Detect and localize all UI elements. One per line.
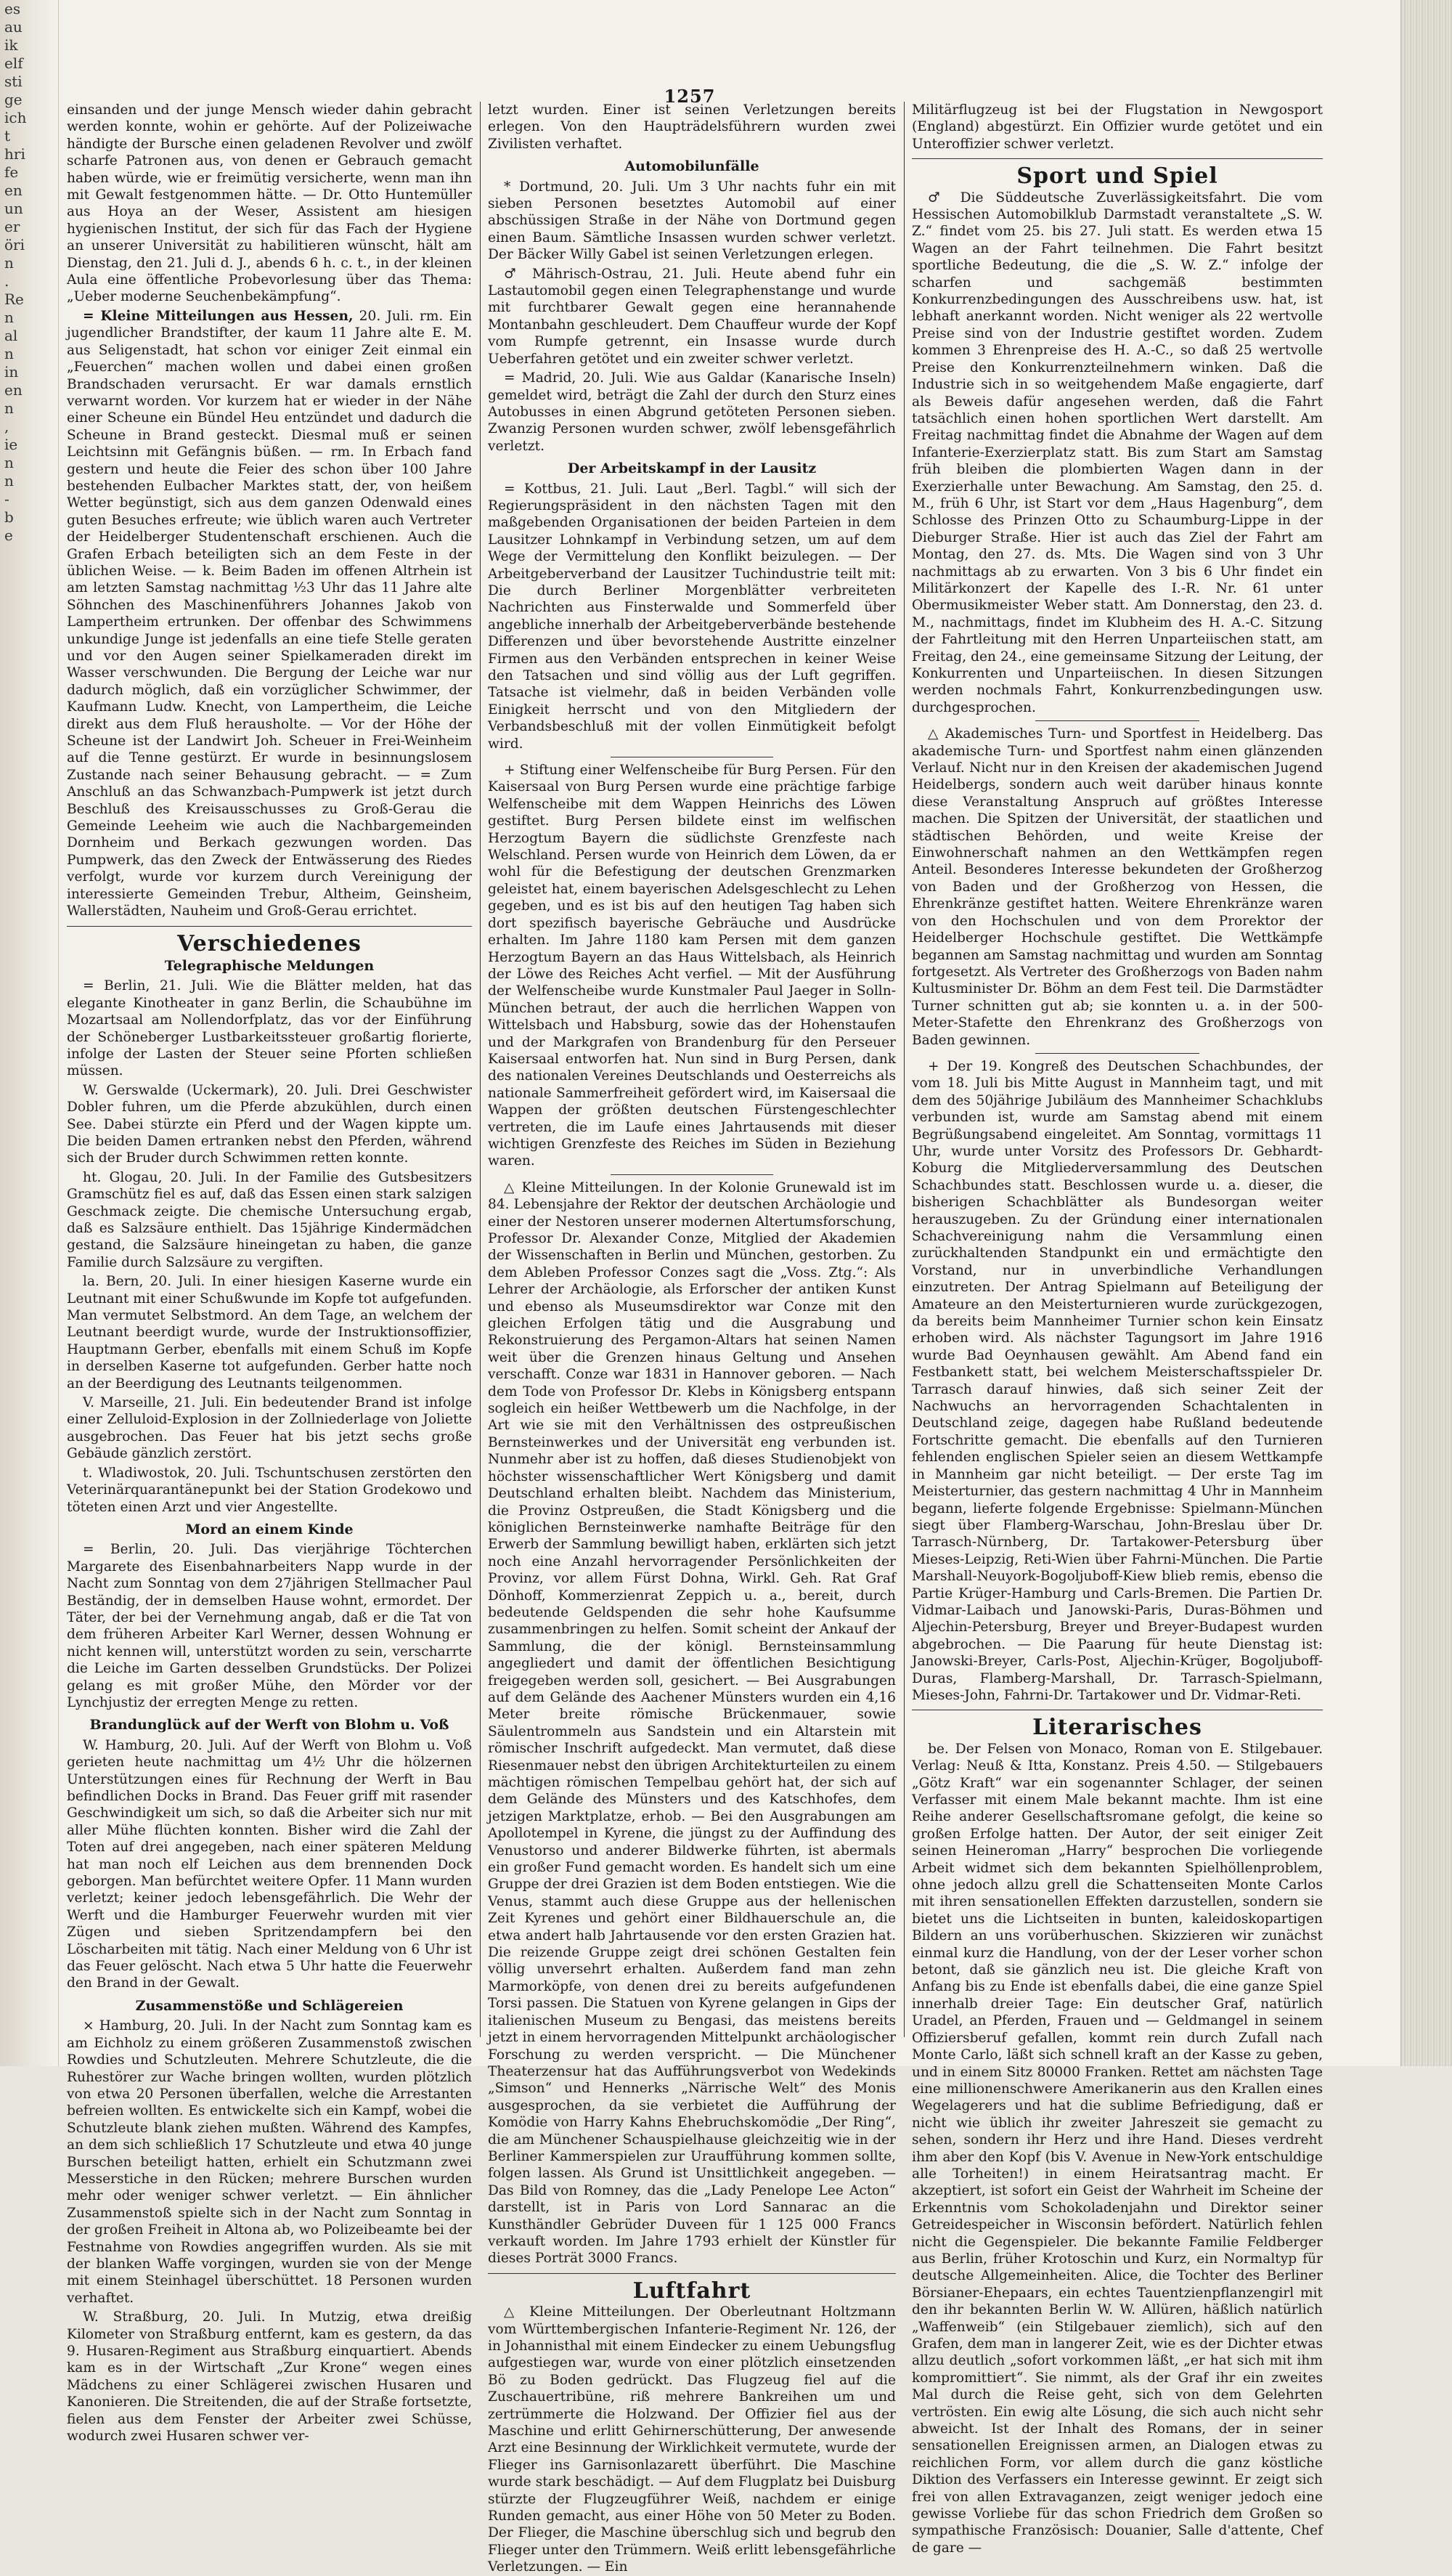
section-divider [488, 2273, 896, 2274]
article-paragraph [67, 308, 472, 920]
article-paragraph: W. Gerswalde (Uckermark), 20. Juli. Drei Geschwister Dobler fuhren, um die Pferde abzukühlen, durch einen See. Dabei stürzte ein Pferd und der Wagen kippte um. Die beiden Damen ertranken nebst den Pferden, während sich der Bruder durch Schwimmen retten konnte. [67, 1082, 472, 1166]
sub-heading: Telegraphische Meldungen [164, 957, 375, 974]
article-paragraph: letzt wurden. Einer ist seinen Verletzungen bereits erlegen. Von den Haupträdelsführern wurden zwei Zivilisten verhaftet. [488, 102, 896, 152]
section-heading: Literarisches [1032, 1715, 1202, 1741]
section-divider [67, 926, 472, 927]
section-heading: Luftfahrt [632, 2278, 751, 2304]
section-heading: Sport und Spiel [1016, 163, 1218, 190]
article-paragraph: △ Kleine Mitteilungen. In der Kolonie Grunewald ist im 84. Lebensjahre der Rektor der deutschen Archäologie und einer der Nestoren unserer modernen Altertumsforschung, Professor Dr. Alexander Conze, Mitglied der Akademien der Wissenschaften in Berlin und München, gestorben. Zu dem Ableben Professor Conzes sagt die „Voss. Ztg.“: Als Lehrer der Archäologie, als Erforscher der antiken Kunst und ebenso als Museumsdirektor war Conze mit den gleichen Erfolgen tätig und die Ausgrabung und Rekonstruierung des Pergamon-Altars hat seinen Namen weit über die Grenzen hinaus Geltung und Ansehen verschafft. Conze war 1831 in Hannover geboren. — Nach dem Tode von Professor Dr. Klebs in Königsberg entspann sogleich ein heißer Wettbewerb um die Nachfolge, in der Art wie sie mit den Verhältnissen des ostpreußischen Bernsteinwerkes und der Universität eng verbunden ist. Nunmehr aber ist zu hoffen, daß dieses Studienobjekt von höchster wissenschaftlicher Wert Königsberg und damit Deutschland erhalten bleibt. Nachdem das Ministerium, die Provinz Ostpreußen, die Stadt Königsberg und die königlichen Bernsteinwerke namhafte Beiträge für den Erwerb der Sammlung bewilligt haben, erklärten sich jetzt noch eine Anzahl hervorragender Persönlichkeiten der Provinz, vor allem Fürst Dohna, Wirkl. Geh. Rat Graf Dönhoff, Kommerzienrat Zeppich u. a., bereit, durch bedeutende Geldspenden die sehr hohe Kaufsumme zusammenbringen zu helfen. Somit scheint der Ankauf der Sammlung, die der königl. Bernsteinsammlung angegliedert und damit der öffentlichen Besichtigung freigegeben werden soll, gesichert. — Bei Ausgrabungen auf dem Gelände des Aachener Münsters wurden ein 4,16 Meter breite römische Brückenmauer, sowie Säulentrommeln aus Sandstein und ein Altarstein mit römischer Inschrift aufgedeckt. Man vermutet, daß diese Riesenmauer nebst den übrigen Architekturteilen zu einem mächtigen römischen Tempelbau gehört hat, der sich auf dem Gelände des Münsters und des Katschhofes, dem jetzigen Marktplatze, erhob. — Bei den Ausgrabungen am Apollotempel in Kyrene, die jüngst zu der Auffindung des Venustorso und anderer Bildwerke führten, ist abermals ein großer Fund gemacht worden. Es handelt sich um eine Gruppe der drei Grazien ist dem Boden entstiegen. Wie die Venus, stammt auch diese Gruppe aus der hellenischen Zeit Kyrenes und gehört einer Bildhauerschule an, die etwa andert halb Jahrtausende vor den ersten Grazien hat. Die reizende Gruppe zeigt drei schönen Gestalten fein völlig unversehrt erhalten. Außerdem fand man zehn Marmorköpfe, von denen drei zu bereits aufgefundenen Torsi passen. Die Statuen von Kyrene gelangen in Gips der italienischen Museum zu Bengasi, das meistens bereits jetzt in einem hervorragenden Mittelpunkt archäologischer Forschung zu werden verspricht. — Die Münchener Theaterzensur hat das Aufführungsverbot von Wedekinds „Simson“ und Hennerks „Närrische Welt“ des Monis ausgesprochen, da sie verbietet die Aufführung der Komödie von Harry Kahns Ehebruchskomödie „Der Ring“, die am Münchener Schauspielhause gleichzeitig wie in der Berliner Kammerspielen zur Uraufführung kommen sollte, folgen lassen. Als Grund ist Unsittlichkeit angegeben. — Das Bild von Romney, das die „Lady Penelope Lee Acton“ darstellt, ist in Paris von Lord Sannarac an die Kunsthändler Gebrüder Duveen für 1 125 000 Francs verkauft worden. Im Jahre 1793 erhielt der Künstler für dieses Porträt 3000 Francs. [488, 1179, 896, 2267]
article-paragraph: W. Straßburg, 20. Juli. In Mutzig, etwa dreißig Kilometer von Straßburg entfernt, kam es gestern, da das 9. Husaren-Regiment aus Straßburg einquartiert. Abends kam es in der Wirtschaft „Zur Krone“ wegen eines Mädchens zu einer Schlägerei zwischen Husaren und Kanonieren. Die Streitenden, die auf der Straße fortsetzte, fielen aus dem Fenster der Arbeiter zwei Schüsse, wodurch zwei Husaren schwer ver- [67, 2309, 472, 2445]
article-paragraph: t. Wladiwostok, 20. Juli. Tschuntschusen zerstörten den Veterinärquarantänepunkt bei der Station Grodekowo und töteten einen Arzt und vier Angestellte. [67, 1465, 472, 1515]
article-paragraph: ⨯ Hamburg, 20. Juli. In der Nacht zum Sonntag kam es am Eichholz zu einem größeren Zusammenstoß zwischen Rowdies und Schutzleuten. Mehrere Schutzleute, die die Ruhestörer zur Wache bringen wollten, wurden plötzlich von etwa 20 Personen überfallen, welche die Arrestanten befreien wollten. Es entwickelte sich ein Kampf, wobei die Schutzleute blank ziehen mußten. Während des Kampfes, an dem sich schließlich 17 Schutzleute und etwa 40 junge Burschen beteiligt hatten, erhielt ein Schutzmann zwei Messerstiche in den Rücken; mehrere Burschen wurden mehr oder weniger schwer verletzt. — Ein ähnlicher Zusammenstoß spielte sich in der Nacht zum Sonntag in der großen Freiheit in Altona ab, wo Polizeibeamte bei der Festnahme von Rowdies angegriffen wurden. Als sie mit der blanken Waffe vorgingen, wurden sie von der Menge mit einem Steinhagel überschüttet. 18 Personen wurden verhaftet. [67, 2018, 472, 2306]
article-paragraph: * Dortmund, 20. Juli. Um 3 Uhr nachts fuhr ein mit sieben Personen besetztes Automobil auf einer abschüssigen Straße in der Nähe von Dortmund gegen einen Baum. Sämtliche Insassen wurden schwer verletzt. Der Bäcker Willy Gabel ist seinen Verletzungen erlegen. [488, 179, 896, 263]
article-paragraph: be. Der Felsen von Monaco, Roman von E. Stilgebauer. Verlag: Neuß & Itta, Konstanz. Preis 4.50. — Stilgebauers „Götz Kraft“ war ein sogenannter Schlager, der seinen Verfasser mit einem Male bekannt machte. Ihm ist eine Reihe anderer Gesellschaftsromane gefolgt, die keine so großen Erfolge hatten. Der Autor, der seit einiger Zeit seinen Heineroman „Harry“ besprochen Die vorliegende Arbeit widmet sich dem bekannten Spielhöllenproblem, ohne jedoch allzu grell die Schattenseiten Monte Carlos mit ihren sensationellen Effekten darzustellen, sondern sie bietet uns die Lichtseiten in bunten, kaleidoskopartigen Bildern an uns vorüberhuschen. Skizzieren wir zunächst einmal kurz die Handlung, von der der Leser vorher schon betont, daß sie gänzlich neu ist. Die gleiche Kraft von Anfang bis zu Ende ist ebenfalls dabei, die eine ganze Spiel innerhalb dreier Tage: Ein deutscher Graf, natürlich Uradel, an Pferden, Frauen und — Geldmangel in seinem Offiziersberuf gefallen, kommt rein durch Zufall nach Monte Carlo, läßt sich schnell kraft an der Kasse zu geben, und in einem Sitz 80000 Franken. Rettet am nächsten Tage eine millionenschwere Amerikanerin aus den Krallen eines Wegelagerers und hat die sublime Befriedigung, daß er nicht wie üblich ihr zweiter Jahreszeit sie gemacht zu sehen, sondern ihr Herz und ihre Hand. Dieses verdreht ihm aber den Kopf (bis V. Avenue in New-York entschuldige alle Torheiten!) in einem Heiratsantrag macht. Er akzeptiert, ist sofort ein Geist der Wahrheit im Scheine der Erkenntnis vom Schokoladenjahn und Direktor seiner Getreidespeicher in Wisconsin befördert. Natürlich fehlen nicht die Gegenspieler. Die bekannte Familie Feldberger aus Berlin, früher Krotoschin und Kurz, ein Normaltyp für deutsche Allgemeinheiten. Alice, die Tochter des Berliner Börsianer-Ehepaars, ein echtes Tauentzienpflanzengirl mit den ihr bekannten Berlin W. W. Allüren, häßlich natürlich „Waffenweib“ (ein Stilgebauer ziemlich), sich auf den Grafen, dem man in langerer Zeit, wie es der Dichter etwas allzu deutlich „sofort vorkommen läßt, „er hat sich mit ihm kompromittiert“. Sie nimmt, als der Graf ihr ein zweites Mal durch die Reise geht, sich von dem Gelehrten vertrösten. Ein ewig alte Lösung, die sich auch nicht sehr abweicht. Ist der Inhalt des Romans, der in seiner sensationellen Ereignissen armen, an Dialogen etwas zu reichlichen Form, vor allem durch die ganz köstliche Diktion des Verfassers ein Interesse gewinnt. Er zeigt sich frei von allen Extravaganzen, zeigt weniger jedoch eine gewisse Vorliebe für das schon Friedrich dem Großen so sympathische Französisch: Douanier, Salle d'attente, Chef de gare — [912, 1741, 1323, 2556]
article-paragraph: = Berlin, 21. Juli. Wie die Blätter melden, hat das elegante Kinotheater in ganz Berlin, die Schaubühne im Mozartsaal am Nollendorfplatz, das vor der Einführung der Schöneberger Lustbarkeitssteuer großartig florierte, infolge der Lasten der Steuer seine Pforten schließen müssen. [67, 978, 472, 1079]
article-text: 20. Juli. rm. Ein jugendlicher Brandstifter, der kaum 11 Jahre alte E. M. aus Seligenstadt, hat schon vor einiger Zeit einmal ein „Feuerchen“ machen wollen und dabei einen großen Brandschaden verursacht. Er war damals ernstlich verwarnt worden. Vor kurzem hat er wieder in der Nähe einer Scheune ein Bündel Heu entzündet und dadurch die Scheune in Brand gesteckt. Diesmal muß er seinen Leichtsinn mit Gefängnis büßen. — rm. In Erbach fand gestern und heute die Feier des schon über 100 Jahre bestehenden Eulbacher Marktes statt, der, von heißem Wetter begünstigt, sich aus dem ganzen Odenwald eines guten Besuches erfreute; wie üblich waren auch Vertreter der Heidelberger Studentenschaft erschienen. Auch die Grafen Erbach beteiligten sich an dem Feste in der üblichen Weise. — k. Beim Baden im offenen Altrhein ist am letzten Samstag nachmittag ½3 Uhr das 11 Jahre alte Söhnchen des Maschinenführers Johannes Jakob von Lampertheim ertrunken. Der offenbar des Schwimmens unkundige Junge ist jedenfalls an eine tiefe Stelle geraten und vor den Augen seiner Spielkameraden direkt im Wasser verschwunden. Die Bergung der Leiche war nur dadurch möglich, daß ein vorzüglicher Schwimmer, der Kaufmann Ludw. Knecht, von Lampertheim, die Leiche direkt aus dem Fluß herausholte. — Vor der Höhe der Scheune ist der Landwirt Joh. Scheuer in Frei-Weinheim auf die Tenne gestürzt. Er wurde in besinnungslosem Zustande nach seiner Behausung gebracht. — = Zum Anschluß an das Schwanzbach-Pumpwerk ist jetzt durch Beschluß des Kreisausschusses zu Groß-Gerau die Gemeinde Leeheim wie auch die Nachbargemeinden Dornheim und Berkach gezwungen worden. Das Pumpwerk, das den Zweck der Entwässerung des Riedes verfolgt, wurde vor kurzem durch Vereinigung der interessierte Gemeinden Trebur, Altheim, Geinsheim, Wallerstädten, Nauheim und Groß-Gerau errichtet. [67, 308, 473, 919]
divider [1035, 1053, 1199, 1054]
left-margin-strip [0, 0, 59, 2066]
article-paragraph: W. Hamburg, 20. Juli. Auf der Werft von Blohm u. Voß gerieten heute nachmittag um 4½ Uhr die hölzernen Unterstützungen eines für Rechnung der Werft in Bau befindlichen Docks in Brand. Das Feuer griff mit rasender Geschwindigkeit um sich, so daß die Arbeiter sich nur mit aller Mühe flüchten konnten. Bisher wird die Zahl der Toten auf drei angegeben, nach einer späteren Meldung hat man noch elf Leichen aus dem brennenden Dock geborgen. Man befürchtet weitere Opfer. 11 Mann wurden verletzt; keiner jedoch lebensgefährlich. Die Wehr der Werft und die Hamburger Feuerwehr wurden mit vier Zügen und sieben Spritzendampfern bei den Löscharbeiten mit tätig. Nach einer Meldung von 6 Uhr ist das Feuer gelöscht. Nach etwa 5 Uhr hatte die Feuerwehr den Brand in der Gewalt. [67, 1737, 472, 1991]
article-lead: = Kleine Mitteilungen aus Hessen, [83, 308, 354, 324]
column-rule [904, 102, 905, 2037]
article-paragraph: = Kottbus, 21. Juli. Laut „Berl. Tagbl.“ will sich der Regierungspräsident in den nächsten Tagen mit den maßgebenden Organisationen der beiden Parteien in dem Lausitzer Lohnkampf in Verbindung setzen, um auf dem Wege der Vermittelung den Konflikt beizulegen. — Der Arbeitgeberverband der Lausitzer Tuchindustrie teilt mit: Die durch Berliner Morgenblätter verbreiteten Nachrichten aus Finsterwalde und Sommerfeld über angebliche innerhalb der Arbeitgeberverbände bestehende Differenzen und über bevorstehende Austritte einzelner Firmen aus den Verbänden entsprechen in keiner Weise den Tatsachen und sind völlig aus der Luft gegriffen. Tatsache ist vielmehr, daß in beiden Verbänden volle Einigkeit herrscht und von den Mitgliedern der Verbandsbeschluß mit der vollen Einmütigkeit befolgt wird. [488, 481, 896, 752]
sub-heading: Der Arbeitskampf in der Lausitz [567, 460, 817, 477]
column-3 [912, 102, 1323, 2556]
article-paragraph: ♂ Mährisch-Ostrau, 21. Juli. Heute abend fuhr ein Lastautomobil gegen einen Telegraphenstange und wurde mit furchtbarer Gewalt gegen eine herannahende Montanbahn geschleudert. Dem Chauffeur wurde der Kopf vom Rumpfe getrennt, ein Insasse wurde durch Ueberfahren getötet und ein zweiter schwer verletzt. [488, 266, 896, 367]
divider [1035, 720, 1199, 721]
sub-heading: Automobilunfälle [624, 158, 759, 175]
column-rule [480, 102, 481, 2037]
column-2 [488, 102, 896, 2575]
sub-heading: Mord an einem Kinde [185, 1521, 354, 1537]
article-paragraph: + Der 19. Kongreß des Deutschen Schachbundes, der vom 18. Juli bis Mitte August in Mannheim tagt, und mit dem des 50jährige Jubiläum des Mannheimer Schachklubs verbunden ist, wurde am Samstag abend mit einem Begrüßungsabend eingeleitet. Am Sonntag, vormittags 11 Uhr, wurde unter Vorsitz des Professors Dr. Gebhardt-Koburg die Mitgliederversammlung des Deutschen Schachbundes statt. Beschlossen wurde u. a. dieser, die bisherigen Schachblätter als Bundesorgan weiter herauszugeben. Zu der Gründung einer internationalen Schachvereinigung nahm die Versammlung einen zurückhaltenden Standpunkt ein und ermächtigte den Vorstand, nur in unverbindliche Verhandlungen einzutreten. Der Antrag Spielmann auf Beteiligung der Amateure an den Meisterturnieren wurde zurückgezogen, da bereits beim Mannheimer Turnier schon kein Einsatz erhoben wird. Als nächster Tagungsort im Jahre 1916 wurde Bad Oeynhausen gewählt. Am Abend fand ein Festbankett statt, bei welchem Meisterschaftsspieler Dr. Tarrasch darauf hinwies, daß sich seiner Zeit der Nachwuchs an hervorragenden Schachtalenten in Deutschland zeige, dagegen habe Rußland bedeutende Fortschritte gemacht. Die ebenfalls auf den Turnieren fehlenden englischen Spieler seien an diesem Wettkampfe in Mannheim gar nicht beteiligt. — Der erste Tag im Meisterturnier, das gestern nachmittag 4 Uhr in Mannheim begann, lieferte folgende Ergebnisse: Spielmann-München siegt über Flamberg-Warschau, John-Breslau über Dr. Tarrasch-Nürnberg, Dr. Tartakower-Petersburg über Mieses-Leipzig, Reti-Wien über Fahrni-München. Die Partie Marshall-Neuyork-Bogoljuboff-Kiew blieb remis, ebenso die Partie Krüger-Hamburg und Carls-Bremen. Die Partien Dr. Vidmar-Laibach und Janowski-Paris, Duras-Böhmen und Aljechin-Petersburg, Breyer und Breyer-Budapest wurden abgebrochen. — Die Paarung für heute Dienstag ist: Janowski-Breyer, Carls-Post, Aljechin-Krüger, Bogoljuboff-Duras, Flamberg-Marshall, Dr. Tarrasch-Spielmann, Mieses-John, Fahrni-Dr. Tartakower und Dr. Vidmar-Reti. [912, 1058, 1323, 1703]
article-paragraph: ♂ Die Süddeutsche Zuverlässigkeitsfahrt. Die vom Hessischen Automobilklub Darmstadt veranstaltete „S. W. Z.“ findet vom 25. bis 27. Juli statt. Es werden etwa 15 Wagen an der Fahrt teilnehmen. Die Fahrt besitzt sportliche Bedeutung, die die „S. W. Z.“ infolge der scharfen und sachgemäß bestimmten Konkurrenzbedingungen des Ausschreibens usw. hat, ist lebhaft anerkannt worden. Nicht weniger als 22 wertvolle Preise sind von der Industrie gestiftet worden. Zudem kommen 3 Ehrenpreise des H. A.-C., so daß 25 wertvolle Preise den Konkurrenzteilnehmern winken. Daß die Industrie sich in so weitgehendem Maße engagierte, darf als Beweis dafür angesehen werden, daß die Fahrt tatsächlich einen hohen sportlichen Wert darstellt. Am Freitag nachmittag findet die Abnahme der Wagen auf dem Infanterie-Exerzierplatz statt. Bis zum Start am Samstag früh bleiben die plombierten Wagen dann in der Exerzierhalle unter Bewachung. Am Samstag, den 25. d. M., früh 6 Uhr, ist Start vor dem „Haus Hagenburg“, dem Schlosse des Prinzen Otto zu Schaumburg-Lippe in der Dieburger Straße. Hier ist auch das Ziel der Fahrt am Montag, den 27. ds. Mts. Die Wagen sind von 3 Uhr nachmittags ab zu erwarten. Von 3 bis 6 Uhr findet ein Militärkonzert der Kapelle des I.-R. Nr. 61 unter Obermusikmeister Weber statt. Am Donnerstag, den 23. d. M., nachmittags, findet im Klubheim des H. A.-C. Sitzung der Fahrtleitung mit den Herren Unparteiischen statt, am Freitag, den 24., eine gemeinsame Sitzung der Leitung, der Konkurrenten und Unparteiischen. In diesen Sitzungen werden nochmals Fahrt, Konkurrenzbedingungen usw. durchgesprochen. [912, 190, 1323, 715]
left-margin-text: es au ik elf sti ge ich t hri fe en un er öri n . Re n al n in en n , ie n n - b e [4, 0, 27, 544]
divider [611, 1174, 774, 1175]
article-paragraph: V. Marseille, 21. Juli. Ein bedeutender Brand ist infolge einer Zelluloid-Explosion in der Zollniederlage von Joliette ausgebrochen. Das Feuer hat bis jetzt sechs große Gebäude gänzlich zerstört. [67, 1395, 472, 1462]
article-paragraph: △ Kleine Mitteilungen. Der Oberleutnant Holtzmann vom Württembergischen Infanterie-Regiment Nr. 126, der in Johannisthal mit einem Eindecker zu einem Uebungsflug aufgestiegen war, wurde von einer plötzlich einsetzenden Bö zu Boden gedrückt. Das Flugzeug fiel auf die Zuschauertribüne, riß mehrere Bankreihen um und zertrümmerte die Holzwand. Der Offizier fiel aus der Maschine und erlitt Gehirnerschütterung, Der anwesende Arzt eine Besinnung der Wirklichkeit vermutete, wurde der Flieger ins Garnisonlazarett überführt. Die Maschine wurde stark beschädigt. — Auf dem Flugplatz bei Duisburg stürzte der Flugzeugführer Weiß, nachdem er einige Runden gemacht, aus einer Höhe von 50 Meter zu Boden. Der Flieger, die Maschine überschlug sich und begrub den Flieger unter den Trümmern. Weiß erlitt lebensgefährliche Verletzungen. — Ein [488, 2304, 896, 2575]
article-paragraph: = Madrid, 20. Juli. Wie aus Galdar (Kanarische Inseln) gemeldet wird, beträgt die Zahl der durch den Sturz eines Autobusses in einen Abgrund getöteten Personen sieben. Zwanzig Personen wurden schwer, zwölf lebensgefährlich verletzt. [488, 370, 896, 454]
column-1 [67, 102, 473, 2445]
article-paragraph: einsanden und der junge Mensch wieder dahin gebracht werden konnte, wohin er gehörte. Auf der Polizeiwache händigte der Bursche einen geladenen Revolver und zwölf scharfe Patronen aus, von denen er Gebrauch gemacht haben würde, wie er freimütig versicherte, wenn man ihn mit Gewalt festgenommen hätte. — Dr. Otto Huntemüller aus Hoya an der Weser, Assistent am hiesigen hygienischen Institut, der sich für das Fach der Hygiene an unserer Universität zu habilitieren wünscht, hält am Dienstag, den 21. Juli d. J., abends 6 h. c. t., in der kleinen Aula eine öffentliche Probevorlesung über das Thema: „Ueber moderne Seuchenbekämpfung“. [67, 102, 472, 305]
sub-heading: Zusammenstöße und Schlägereien [135, 1997, 404, 2014]
section-heading: Verschiedenes [177, 930, 362, 956]
article-paragraph: △ Akademisches Turn- und Sportfest in Heidelberg. Das akademische Turn- und Sportfest nahm einen glänzenden Verlauf. Nicht nur in den Kreisen der akademischen Jugend Heidelbergs, sondern auch weit darüber hinaus konnte diese Veranstaltung Anspruch auf größtes Interesse machen. Die Spitzen der Universität, der staatlichen und städtischen Behörden, und weite Kreise der Einwohnerschaft nahmen an den Wettkämpfen regen Anteil. Besonderes Interesse bekundeten der Großherzog von Baden und der Großherzog von Hessen, die Ehrenkränze gestiftet hatten. Weitere Ehrenkränze waren von den Hochschulen und von dem Prorektor der Heidelberger Hochschule gestiftet. Die Wettkämpfe begannen am Samstag nachmittag und wurden am Sonntag fortgesetzt. Als Vertreter des Großherzogs von Baden nahm Kultusminister Dr. Böhm an dem Fest teil. Die Darmstädter Turner schnitten gut ab; sie konnten u. a. in der 500-Meter-Stafette den Ehrenkranz des Großherzogs von Baden gewinnen. [912, 726, 1323, 1048]
article-paragraph: = Berlin, 20. Juli. Das vierjährige Töchterchen Margarete des Eisenbahnarbeiters Napp wurde in der Nacht zum Sonntag von dem 27jährigen Stellmacher Paul Beständig, der in demselben Hause wohnt, ermordet. Der Täter, der bei der Vernehmung angab, daß er die Tat von dem früheren Arbeiter Karl Werner, dessen Wohnung er nicht kennen will, unterstützt worden zu sein, verscharrte die Leiche im Garten desselben Grundstücks. Der Polizei gelang es mit großer Mühe, den Mörder vor der Lynchjustiz der erregten Menge zu retten. [67, 1542, 472, 1710]
page-number: 1257 [664, 86, 716, 107]
sub-heading: Brandunglück auf der Werft von Blohm u. Voß [89, 1717, 449, 1734]
article-paragraph: la. Bern, 20. Juli. In einer hiesigen Kaserne wurde ein Leutnant mit einer Schußwunde im Kopfe tot aufgefunden. Man vermutet Selbstmord. An dem Tage, an welchem der Leutnant beerdigt wurde, wurde der Instruktionsoffizier, Hauptmann Gerber, ebenfalls mit einem Schuß im Kopfe in derselben Kaserne tot aufgefunden. Gerber hatte noch an der Beerdigung des Leutnants teilgenommen. [67, 1274, 472, 1391]
article-paragraph: Militärflugzeug ist bei der Flugstation in Newgosport (England) abgestürzt. Ein Offizier wurde getötet und ein Unteroffizier schwer verletzt. [912, 102, 1323, 152]
section-divider [912, 158, 1323, 159]
right-page-edge [1400, 0, 1452, 2066]
article-paragraph: + Stiftung einer Welfenscheibe für Burg Persen. Für den Kaisersaal von Burg Persen wurde eine prächtige farbige Welfenscheibe mit dem Wappen Heinrichs des Löwen gestiftet. Burg Persen bildete einst im welfischen Herzogtum Bayern die südlichste Grenzfeste nach Welschland. Persen wurde von Heinrich dem Löwen, da er wohl für die Befestigung der deutschen Grenzmarken geleistet hat, einem bayerischen Adelsgeschlecht zu Lehen gegeben, und es ist bis auf den heutigen Tag haben sich dort spezifisch bayerische Gebräuche und Ausdrücke erhalten. Im Jahre 1180 kam Persen mit dem ganzen Herzogtum Bayern an das Haus Wittelsbach, als Heinrich der Löwe des Reiches Acht verfiel. — Mit der Ausführung der Welfenscheibe wurde Kunstmaler Paul Jaeger in Solln-München betraut, der auch die herrlichen Wappen von Wittelsbach und Habsburg, sowie das der Hohenstaufen und der Markgrafen von Brandenburg für den Perseuer Kaisersaal entworfen hat. Nun sind in Burg Persen, dank des nationalen Vereines Deutschlands und Oesterreichs als nationale Sammerfreiheit gefördert wird, im Kaisersaal die Wappen der größten deutschen Fürstengeschlechter vertreten, die im Laufe eines Jahrtausends mit dieser wichtigen Grenzfeste des Reiches im Süden in Beziehung waren. [488, 763, 896, 1169]
article-paragraph: ht. Glogau, 20. Juli. In der Familie des Gutsbesitzers Gramschütz fiel es auf, daß das Essen einen stark salzigen Geschmack zeigte. Die chemische Untersuchung ergab, daß es Salzsäure enthielt. Das 15jährige Kindermädchen gestand, die Salzsäure hineingetan zu haben, die ganze Familie durch Salzsäure zu vergiften. [67, 1169, 472, 1270]
